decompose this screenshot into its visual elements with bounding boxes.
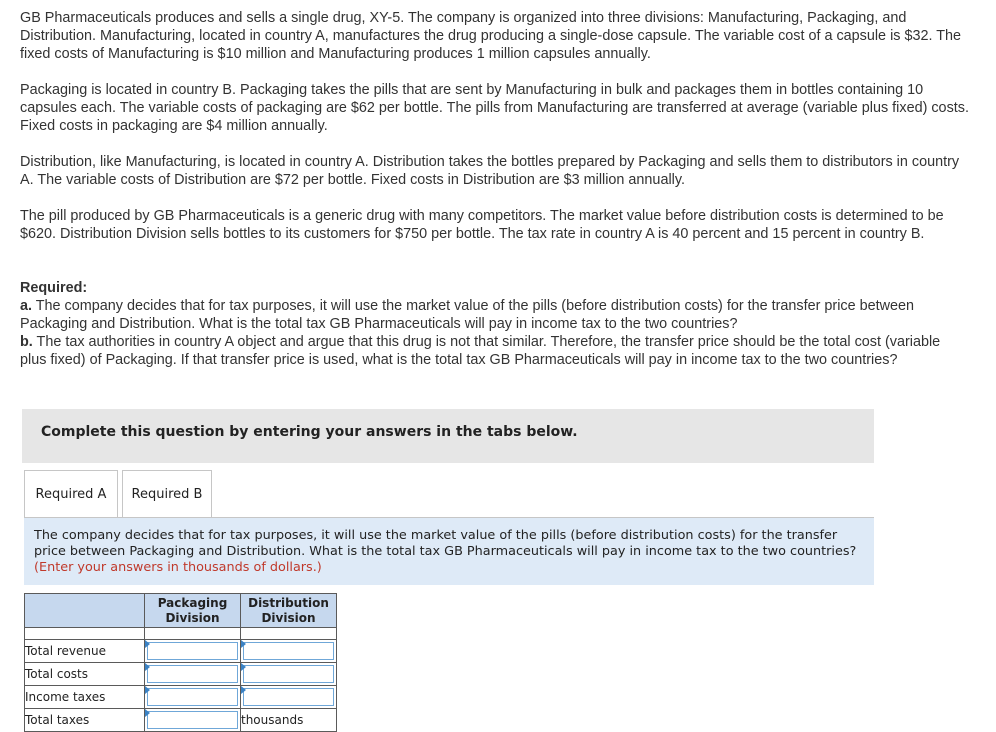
problem-paragraph-1: GB Pharmaceuticals produces and sells a single drug, XY-5. The company is organized into three divisions: Manufacturing, Packaging, and Distribution. Manufacturing, located in country A, manufactures the drug producing a single-dose capsule. The variable cost of a capsule is $32. The fixed costs of Manufacturing is $10 million and Manufacturing produces 1 million capsules annually.	[20, 10, 961, 62]
problem-paragraph-3: Distribution, like Manufacturing, is located in country A. Distribution takes the bottles prepared by Packaging and sells them to distributors in country A. The variable costs of Distribution are $72 per bottle. Fixed costs in Distribution are $3 million annually.	[20, 154, 960, 188]
instructions-panel	[24, 518, 874, 585]
table-header-row	[25, 594, 337, 628]
required-a-text: The company decides that for tax purposes, it will use the market value of the pills (before distribution costs) for the transfer price between Packaging and Distribution. What is the total tax GB Pharmaceuticals will pay in income tax to the two countries?	[20, 298, 915, 332]
input-marker-icon	[241, 640, 246, 648]
required-section	[20, 279, 970, 369]
instruction-banner	[22, 409, 874, 463]
input-box[interactable]	[147, 688, 238, 706]
col-header-distribution-line2: Division	[261, 610, 316, 625]
input-box[interactable]	[243, 688, 334, 706]
col-header-packaging-line2: Division	[165, 610, 220, 625]
input-marker-icon	[241, 686, 246, 694]
tab-required-a[interactable]: Required A	[24, 470, 118, 518]
input-distribution-total-costs[interactable]	[241, 663, 337, 686]
answer-table	[24, 593, 337, 732]
input-packaging-total-costs[interactable]	[145, 663, 241, 686]
input-marker-icon	[145, 709, 150, 717]
problem-paragraph-2: Packaging is located in country B. Packaging takes the pills that are sent by Manufacturing in bulk and packages them in bottles containing 10 capsules each. The variable costs of packaging are $62 per bottle. The pills from Manufacturing are transferred at average (variable plus fixed) costs. Fixed costs in packaging are $4 million annually.	[20, 82, 969, 134]
table-row	[25, 640, 337, 663]
table-row	[25, 686, 337, 709]
input-box[interactable]	[243, 642, 334, 660]
row-label-total-taxes: Total taxes	[25, 709, 145, 732]
spacer-cell	[241, 628, 337, 640]
total-taxes-unit: thousands	[241, 709, 337, 732]
banner-text: Complete this question by entering your answers in the tabs below.	[41, 424, 578, 440]
row-label-total-costs: Total costs	[25, 663, 145, 686]
required-title: Required:	[20, 280, 88, 296]
input-box[interactable]	[147, 665, 238, 683]
required-a-label: a.	[20, 298, 33, 314]
required-b-text: The tax authorities in country A object and argue that this drug is not that similar. Therefore, the transfer price should be the total cost (variable plus fixed) of Packaging. If that transfer price is used, what is the total tax GB Pharmaceuticals will pay in income tax to the two countries?	[20, 334, 941, 368]
input-distribution-total-revenue[interactable]	[241, 640, 337, 663]
input-packaging-income-taxes[interactable]	[145, 686, 241, 709]
col-header-distribution-line1: Distribution	[248, 595, 329, 610]
table-spacer-row	[25, 628, 337, 640]
tab-required-b[interactable]: Required B	[122, 470, 212, 518]
col-header-packaging-line1: Packaging	[157, 595, 228, 610]
table-corner	[25, 594, 145, 628]
problem-paragraph-4: The pill produced by GB Pharmaceuticals is a generic drug with many competitors. The market value before distribution costs is determined to be $620. Distribution Division sells bottles to its customers for $750 per bottle. The tax rate in country A is 40 percent and 15 percent in country B.	[20, 208, 944, 242]
input-marker-icon	[241, 663, 246, 671]
spacer-cell	[25, 628, 145, 640]
input-marker-icon	[145, 686, 150, 694]
spacer-cell	[145, 628, 241, 640]
required-a	[20, 297, 970, 333]
input-packaging-total-revenue[interactable]	[145, 640, 241, 663]
table-row	[25, 709, 337, 732]
input-box[interactable]	[147, 642, 238, 660]
row-label-total-revenue: Total revenue	[25, 640, 145, 663]
col-header-packaging	[145, 594, 241, 628]
input-box[interactable]	[243, 665, 334, 683]
col-header-distribution	[241, 594, 337, 628]
required-b	[20, 333, 970, 369]
instructions-text: The company decides that for tax purposes, it will use the market value of the pills (before distribution costs) for the transfer price between Packaging and Distribution. What is the total tax GB Pharmaceuticals will pay in income tax to the two countries?	[34, 528, 857, 559]
input-total-taxes[interactable]	[145, 709, 241, 732]
input-box[interactable]	[147, 711, 238, 729]
input-distribution-income-taxes[interactable]	[241, 686, 337, 709]
row-label-income-taxes: Income taxes	[25, 686, 145, 709]
instructions-hint: (Enter your answers in thousands of dollars.)	[34, 560, 322, 575]
table-row	[25, 663, 337, 686]
input-marker-icon	[145, 663, 150, 671]
required-b-label: b.	[20, 334, 33, 350]
input-marker-icon	[145, 640, 150, 648]
